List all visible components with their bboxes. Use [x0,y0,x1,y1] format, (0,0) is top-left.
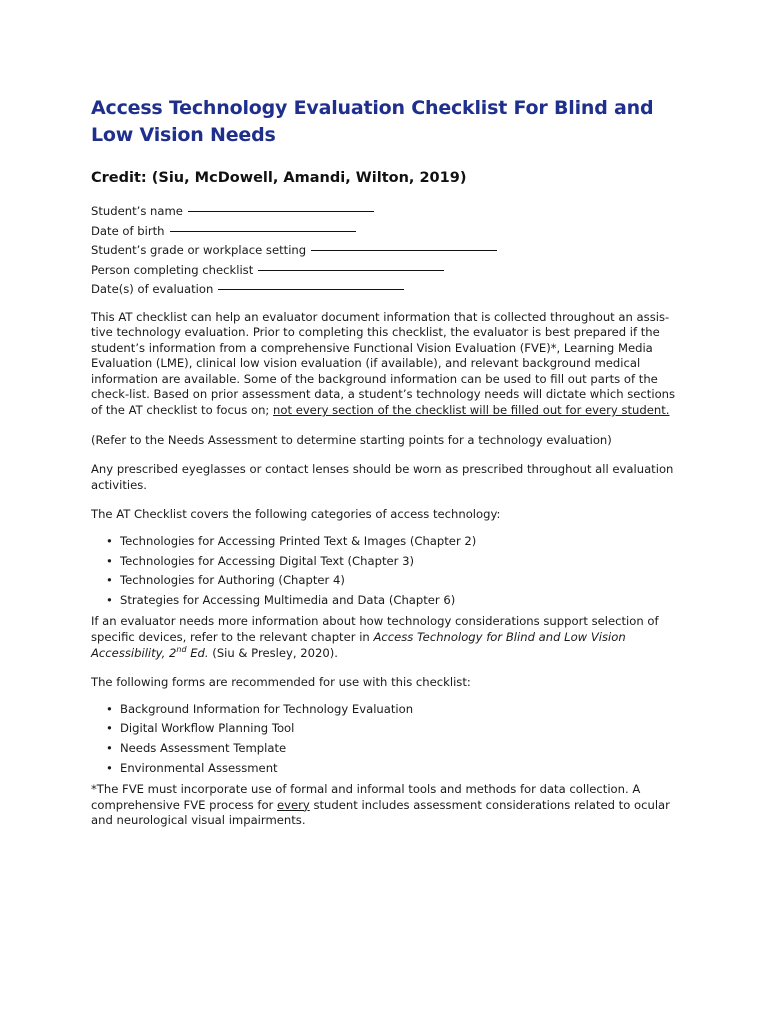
student-info-fields [91,202,681,300]
list-item-text: Technologies for Authoring (Chapter 4) [120,573,345,588]
bullet-icon: • [106,701,113,716]
book-title: Access Technology for Blind and Low Vision Accessibility, 2 [91,630,626,660]
book-edition: Ed. [186,645,209,660]
bullet-icon: • [106,592,113,607]
field-label: Student’s grade or workplace setting [91,243,307,257]
field-label: Person completing checklist [91,262,254,277]
fill-in-line[interactable] [188,210,374,212]
forms-list [91,700,681,778]
fve-text-end: student includes assessment considerations related to ocular and neurological visual impairments. [91,797,670,828]
bullet-icon: • [106,760,113,775]
intro-paragraph [91,310,681,419]
bullet-icon: • [106,553,113,568]
refer-note: (Refer to the Needs Assessment to determine starting points for a technology evaluation) [91,432,612,447]
list-item [106,759,681,779]
document-body [91,95,681,829]
date-of-birth-field[interactable] [91,222,681,242]
field-label: Date of birth [91,223,165,238]
fve-text: *The FVE must incorporate use of formal and informal tools and methods for data collection. A comprehensive FVE process for [91,782,641,812]
student-name-field[interactable] [91,202,681,222]
document-title: Access Technology Evaluation Checklist For Blind and Low Vision Needs [91,97,654,146]
list-item [106,739,681,759]
list-item [106,571,681,591]
credit-line: Credit: (Siu, McDowell, Amandi, Wilton, 2019) [91,170,467,186]
fill-in-line[interactable] [311,249,497,251]
list-item-text: Technologies for Accessing Printed Text & Images (Chapter 2) [120,534,477,549]
list-item [106,552,681,572]
field-label: Date(s) of evaluation [91,282,214,296]
evaluator-citation: (Siu & Presley, 2020). [208,645,338,660]
person-completing-field[interactable] [91,261,681,281]
list-item [106,719,681,739]
field-label: Student’s name [91,204,183,218]
book-title-superscript: nd [176,644,187,654]
intro-underlined-text: not every section of the checklist will be filled out for every student. [273,403,670,418]
evaluation-dates-field[interactable] [91,280,681,300]
list-item-text: Background Information for Technology Evaluation [120,701,414,716]
fill-in-line[interactable] [170,230,356,232]
intro-text: This AT checklist can help an evaluator document information that is collected throughout an assis-tive technology evaluation. Prior to completing this checklist, the evaluator is best prepared if the student’s information from a comprehensive Functional Vision Evaluation (FVE)*, Learning Media Evaluation (LME), clinical low vision evaluation (if available), and relevant background medical information are available. Some of the background information can be used to fill out parts of the check-list. Based on prior assessment data, a student’s technology needs will dictate which sections of the AT checklist to focus on; [91,309,676,418]
list-item-text: Technologies for Accessing Digital Text (Chapter 3) [120,553,414,568]
fve-underlined-text: every [277,797,310,812]
fill-in-line[interactable] [218,288,404,290]
list-item-text: Digital Workflow Planning Tool [120,721,295,736]
evaluator-text: If an evaluator needs more information about how technology considerations support selection of specific devices, refer to the relevant chapter in [91,614,659,644]
bullet-icon: • [106,740,113,755]
list-item [106,591,681,611]
fill-in-line[interactable] [258,269,444,271]
list-item [106,700,681,720]
fve-footnote [91,782,681,829]
eyeglasses-note: Any prescribed eyeglasses or contact lenses should be worn as prescribed throughout all evaluation activities. [91,462,674,492]
list-item [106,532,681,552]
bullet-icon: • [106,721,113,736]
evaluator-paragraph [91,614,681,661]
categories-list [91,532,681,610]
bullet-icon: • [106,573,113,588]
list-item-text: Environmental Assessment [120,760,278,775]
categories-intro: The AT Checklist covers the following categories of access technology: [91,507,501,522]
list-item-text: Needs Assessment Template [120,740,287,755]
list-item-text: Strategies for Accessing Multimedia and Data (Chapter 6) [120,592,456,607]
grade-or-workplace-field[interactable] [91,241,681,261]
forms-intro: The following forms are recommended for use with this checklist: [91,675,471,690]
bullet-icon: • [106,534,113,549]
